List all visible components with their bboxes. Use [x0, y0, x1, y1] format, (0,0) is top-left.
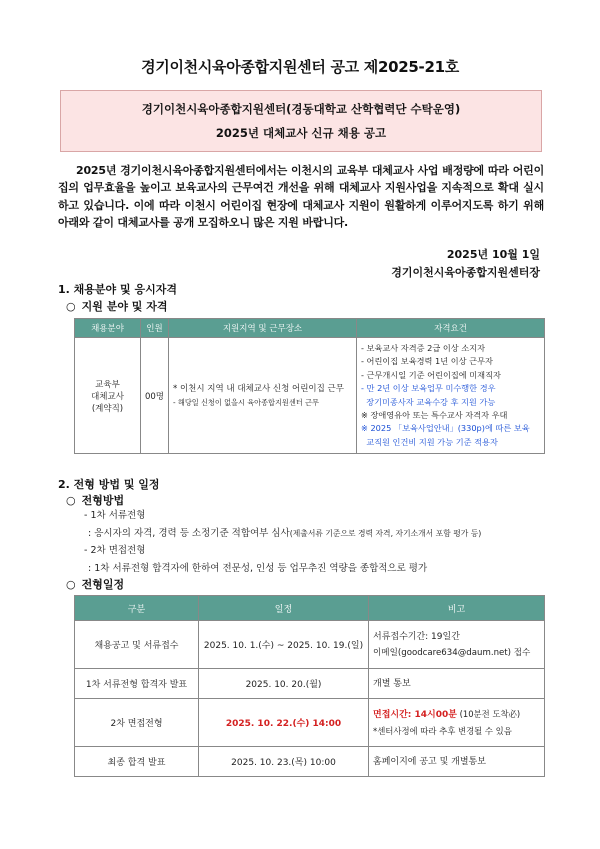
method-title: 전형방법 [81, 494, 125, 507]
circle-bullet-icon: ○ [66, 578, 76, 591]
schedule-title: 전형일정 [81, 578, 125, 591]
schedule-note [369, 621, 545, 669]
circle-bullet-icon: ○ [66, 494, 76, 507]
table-row [75, 747, 545, 777]
field-cell [75, 338, 141, 454]
table-header-requirements: 자격요건 [357, 319, 545, 338]
section1-heading: 1. 채용분야 및 응시자격 [58, 283, 177, 296]
field-line: 교육부 [95, 379, 120, 390]
schedule-note-line [373, 706, 543, 723]
page-title: 경기이천시육아종합지원센터 공고 제2025-21호 [141, 58, 459, 76]
schedule-header-note: 비고 [369, 596, 545, 621]
method-subheading [66, 492, 124, 508]
table-header-count: 인원 [141, 319, 169, 338]
table-row [75, 699, 545, 747]
table-row [75, 621, 545, 669]
circle-bullet-icon: ○ [66, 300, 76, 313]
schedule-header-category: 구분 [75, 596, 199, 621]
section1-subheading-text: 지원 분야 및 자격 [81, 300, 168, 313]
banner-line-2: 2025년 대체교사 신규 채용 공고 [215, 126, 387, 140]
interview-time: 면접시간: 14시00분 [373, 710, 457, 720]
requirement-item: - 만 2년 이상 보육업무 미수행한 경우 [361, 383, 496, 394]
announcement-date: 2025년 10월 1일 [446, 248, 540, 261]
method-step1-desc-note: (제출서류 기준으로 경력 자격, 자기소개서 포함 평가 등) [289, 529, 482, 538]
requirement-item: ※ 2025 「보육사업안내」(330p)에 따른 보육 [361, 423, 530, 434]
schedule-category: 1차 서류전형 합격자 발표 [75, 669, 199, 699]
requirement-item: - 어린이집 보육경력 1년 이상 근무자 [361, 356, 493, 367]
requirement-item: - 보육교사 자격증 2급 이상 소지자 [361, 342, 485, 353]
section2-heading: 2. 전형 방법 및 일정 [58, 478, 160, 491]
schedule-date: 2025. 10. 20.(월) [199, 669, 369, 699]
schedule-date: 2025. 10. 1.(수) ~ 2025. 10. 19.(일) [199, 621, 369, 669]
schedule-note: 홈페이지에 공고 및 개별통보 [369, 747, 545, 777]
schedule-note-line: 서류접수기간: 19일간 [373, 631, 460, 642]
section1-subheading [66, 298, 167, 314]
method-step1-desc-main: : 응시자의 자격, 경력 등 소정기준 적합여부 심사 [88, 528, 290, 539]
schedule-category: 2차 면접전형 [75, 699, 199, 747]
schedule-date: 2025. 10. 23.(목) 10:00 [199, 747, 369, 777]
location-main: * 이천시 지역 내 대체교사 신청 어린이집 근무 [173, 383, 344, 394]
field-line: 대체교사 [91, 391, 124, 402]
schedule-date: 2025. 10. 22.(수) 14:00 [199, 699, 369, 747]
banner-line-1: 경기이천시육아종합지원센터(경동대학교 산학협력단 수탁운영) [141, 102, 461, 116]
requirement-item: 교직원 인건비 지원 가능 기준 적용자 [361, 436, 498, 447]
qualification-table [74, 318, 545, 454]
organization-signature: 경기이천시육아종합지원센터장 [391, 266, 540, 279]
field-line: (계약직) [91, 403, 124, 414]
interview-arrival-note: (10분전 도착必) [456, 709, 521, 719]
schedule-note-line: *센터사정에 따라 추후 변경될 수 있음 [373, 726, 512, 736]
location-sub: - 해당일 신청이 없을시 육아종합지원센터 근무 [173, 397, 319, 407]
announcement-banner [60, 90, 542, 152]
schedule-category: 채용공고 및 서류접수 [75, 621, 199, 669]
schedule-subheading [66, 576, 124, 592]
schedule-note [369, 699, 545, 747]
method-step2: - 2차 면접전형 [84, 545, 146, 556]
schedule-note: 개별 통보 [369, 669, 545, 699]
schedule-header-date: 일정 [199, 596, 369, 621]
requirement-item: - 근무개시일 기준 어린이집에 미재직자 [361, 369, 501, 380]
requirement-item: 장기미종사자 교육수강 후 지원 가능 [361, 396, 496, 407]
table-header-field: 채용분야 [75, 319, 141, 338]
schedule-table [74, 595, 545, 777]
schedule-category: 최종 합격 발표 [75, 747, 199, 777]
method-step2-desc: : 1차 서류전형 합격자에 한하여 전문성, 인성 등 업무추진 역량을 종합적으로 평가 [88, 563, 428, 574]
method-step1-desc [88, 525, 481, 539]
table-row [75, 669, 545, 699]
table-header-location: 지원지역 및 근무장소 [169, 319, 357, 338]
schedule-note-line: 이메일(goodcare634@daum.net) 접수 [373, 647, 531, 658]
requirements-cell [357, 338, 545, 454]
count-cell: 00명 [141, 338, 169, 454]
requirement-item: ※ 장애영유아 또는 특수교사 자격자 우대 [361, 409, 508, 420]
method-step1: - 1차 서류전형 [84, 510, 146, 521]
location-cell [169, 338, 357, 454]
intro-paragraph: 2025년 경기이천시육아종합지원센터에서는 이천시의 교육부 대체교사 사업 배정량에 따라 어린이집의 업무효율을 높이고 보육교사의 근무여건 개선을 위해 대체교사 지원사업을 지속적으로 확대 실시하고 있습니다. 이에 따라 이천시 어린이집 현장에 대체교사 지원이 원활하게 이루어지도록 하기 위해 아래와 같이 대체교사를 공개 모집하오니 많은 지원 바랍니다. [58, 164, 544, 230]
